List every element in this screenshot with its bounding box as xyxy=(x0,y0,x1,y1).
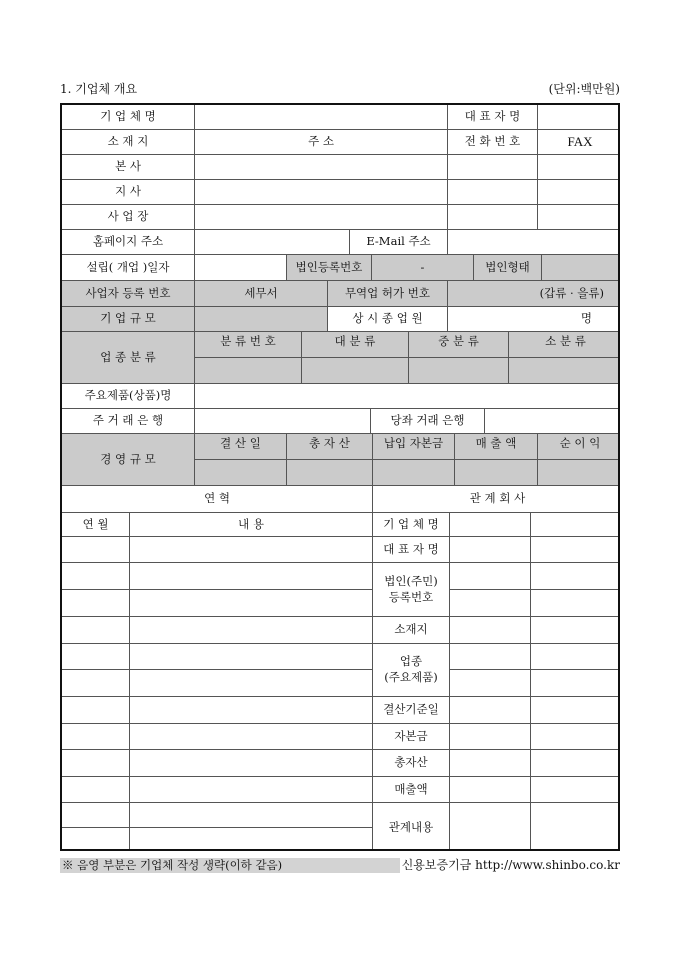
history-date-cell[interactable] xyxy=(62,563,130,590)
homepage-label: 홈페이지 주소 xyxy=(62,230,195,255)
affiliate-rep-field[interactable] xyxy=(531,537,620,563)
closing-date-field xyxy=(195,460,287,486)
workplace-fax-field[interactable] xyxy=(538,205,620,230)
branch-phone-field[interactable] xyxy=(448,180,538,205)
company-size-label: 기 업 규 모 xyxy=(62,307,195,332)
minor-class-field xyxy=(509,358,620,384)
company-size-field xyxy=(195,307,328,332)
shading-note: ※ 음영 부분은 기업체 작성 생략(이하 같음) xyxy=(60,858,400,873)
branch-label: 지 사 xyxy=(62,180,195,205)
affiliate-location-field[interactable] xyxy=(531,617,620,644)
email-label: E-Mail 주소 xyxy=(350,230,448,255)
affiliate-relation-field[interactable] xyxy=(531,803,620,851)
history-date-cell[interactable] xyxy=(62,828,130,851)
trade-permit-label: 무역업 허가 번호 xyxy=(328,281,448,307)
history-content-cell[interactable] xyxy=(130,617,373,644)
head-office-label: 본 사 xyxy=(62,155,195,180)
class-no-header: 분 류 번 호 xyxy=(195,332,302,358)
affiliate-reg-no-field[interactable] xyxy=(531,563,620,590)
company-name-label: 기 업 체 명 xyxy=(62,105,195,130)
history-date-cell[interactable] xyxy=(62,697,130,724)
history-content-cell[interactable] xyxy=(130,777,373,803)
mgmt-scale-label: 경 영 규 모 xyxy=(62,434,195,486)
corp-type-field xyxy=(542,255,620,281)
affiliate-reg-no-field[interactable] xyxy=(531,590,620,617)
homepage-field[interactable] xyxy=(195,230,350,255)
main-bank-field[interactable] xyxy=(195,409,371,434)
affiliates-header: 관 계 회 사 xyxy=(373,486,620,513)
company-overview-form xyxy=(60,103,620,851)
history-date-cell[interactable] xyxy=(62,803,130,828)
biz-reg-no-label: 사업자 등록 번호 xyxy=(62,281,195,307)
affiliate-business-field[interactable] xyxy=(450,644,531,670)
affiliate-closing-label: 결산기준일 xyxy=(373,697,450,724)
class-no-field xyxy=(195,358,302,384)
checking-bank-label: 당좌 거래 은행 xyxy=(371,409,485,434)
sales-header: 매 출 액 xyxy=(455,434,538,460)
affiliate-business-line2: (주요제품) xyxy=(384,670,438,684)
main-products-label: 주요제품(상품)명 xyxy=(62,384,195,409)
affiliate-reg-no-line2: 등록번호 xyxy=(388,589,434,604)
affiliate-relation-label: 관계내용 xyxy=(373,803,450,851)
branch-address-field[interactable] xyxy=(195,180,448,205)
address-header: 주 소 xyxy=(195,130,448,155)
company-name-field[interactable] xyxy=(195,105,448,130)
affiliate-reg-no-label xyxy=(373,563,450,617)
history-content-cell[interactable] xyxy=(130,590,373,617)
history-date-cell[interactable] xyxy=(62,777,130,803)
affiliate-rep-label: 대 표 자 명 xyxy=(373,537,450,563)
section-title: 1. 기업체 개요 xyxy=(60,82,138,96)
middle-class-header: 중 분 류 xyxy=(409,332,509,358)
contents-header: 내 용 xyxy=(130,513,373,537)
minor-class-header: 소 분 류 xyxy=(509,332,620,358)
founding-date-label: 설립( 개업 )일자 xyxy=(62,255,195,281)
affiliate-closing-field[interactable] xyxy=(531,697,620,724)
checking-bank-field[interactable] xyxy=(485,409,620,434)
employees-field[interactable]: 명 xyxy=(448,307,620,332)
head-office-fax-field[interactable] xyxy=(538,155,620,180)
closing-date-header: 결 산 일 xyxy=(195,434,287,460)
head-office-phone-field[interactable] xyxy=(448,155,538,180)
affiliate-reg-no-field[interactable] xyxy=(450,563,531,590)
major-class-field xyxy=(302,358,409,384)
tax-office-field: 세무서 xyxy=(195,281,328,307)
affiliate-capital-field[interactable] xyxy=(450,724,531,750)
corp-type-label: 법인형태 xyxy=(474,255,542,281)
middle-class-field xyxy=(409,358,509,384)
sales-field xyxy=(455,460,538,486)
history-date-cell[interactable] xyxy=(62,670,130,697)
history-content-cell[interactable] xyxy=(130,670,373,697)
history-content-cell[interactable] xyxy=(130,563,373,590)
affiliate-business-line1: 업종 xyxy=(399,654,423,669)
main-products-field[interactable] xyxy=(195,384,620,409)
history-date-cell[interactable] xyxy=(62,724,130,750)
history-content-cell[interactable] xyxy=(130,750,373,777)
affiliate-business-field[interactable] xyxy=(531,644,620,670)
branch-fax-field[interactable] xyxy=(538,180,620,205)
paid-capital-header: 납입 자본금 xyxy=(373,434,455,460)
history-date-cell[interactable] xyxy=(62,750,130,777)
fax-header: FAX xyxy=(538,130,620,155)
total-assets-header: 총 자 산 xyxy=(287,434,373,460)
history-date-cell[interactable] xyxy=(62,644,130,670)
workplace-phone-field[interactable] xyxy=(448,205,538,230)
year-month-header: 연 월 xyxy=(62,513,130,537)
representative-field[interactable] xyxy=(538,105,620,130)
affiliate-sales-label: 매출액 xyxy=(373,777,450,803)
affiliate-name-label: 기 업 체 명 xyxy=(373,513,450,537)
trade-class-field: (갑류 · 을류) xyxy=(448,281,620,307)
unit-label: (단위:백만원) xyxy=(548,82,620,96)
affiliate-location-field[interactable] xyxy=(450,617,531,644)
affiliate-rep-field[interactable] xyxy=(450,537,531,563)
history-date-cell[interactable] xyxy=(62,537,130,563)
affiliate-reg-no-line1: 법인(주민) xyxy=(384,573,438,588)
major-class-header: 대 분 류 xyxy=(302,332,409,358)
affiliate-location-label: 소재지 xyxy=(373,617,450,644)
affiliate-capital-label: 자본금 xyxy=(373,724,450,750)
workplace-address-field[interactable] xyxy=(195,205,448,230)
affiliate-assets-field[interactable] xyxy=(450,750,531,777)
history-content-cell[interactable] xyxy=(130,724,373,750)
workplace-label: 사 업 장 xyxy=(62,205,195,230)
affiliate-business-field[interactable] xyxy=(531,670,620,697)
corp-reg-no-label: 법인등록번호 xyxy=(287,255,372,281)
affiliate-capital-field[interactable] xyxy=(531,724,620,750)
net-income-header: 순 이 익 xyxy=(538,434,620,460)
affiliate-sales-field[interactable] xyxy=(450,777,531,803)
history-content-cell[interactable] xyxy=(130,697,373,724)
affiliate-assets-label: 총자산 xyxy=(373,750,450,777)
head-office-address-field[interactable] xyxy=(195,155,448,180)
phone-header: 전 화 번 호 xyxy=(448,130,538,155)
affiliate-relation-field[interactable] xyxy=(450,803,531,851)
founding-date-field[interactable] xyxy=(195,255,287,281)
history-date-cell[interactable] xyxy=(62,590,130,617)
history-content-cell[interactable] xyxy=(130,828,373,851)
history-content-cell[interactable] xyxy=(130,537,373,563)
history-date-cell[interactable] xyxy=(62,617,130,644)
employees-label: 상 시 종 업 원 xyxy=(328,307,448,332)
history-content-cell[interactable] xyxy=(130,644,373,670)
affiliate-assets-field[interactable] xyxy=(531,750,620,777)
affiliate-business-label xyxy=(373,644,450,697)
net-income-field xyxy=(538,460,620,486)
industry-label: 업 종 분 류 xyxy=(62,332,195,384)
history-content-cell[interactable] xyxy=(130,803,373,828)
history-header: 연 혁 xyxy=(62,486,373,513)
location-label: 소 재 지 xyxy=(62,130,195,155)
total-assets-field xyxy=(287,460,373,486)
affiliate-sales-field[interactable] xyxy=(531,777,620,803)
source-credit: 신용보증기금 http://www.shinbo.co.kr xyxy=(401,858,620,872)
affiliate-name-field[interactable] xyxy=(531,513,620,537)
corp-reg-no-field: - xyxy=(372,255,474,281)
affiliate-name-field[interactable] xyxy=(450,513,531,537)
main-bank-label: 주 거 래 은 행 xyxy=(62,409,195,434)
representative-label: 대 표 자 명 xyxy=(448,105,538,130)
affiliate-business-field[interactable] xyxy=(450,670,531,697)
paid-capital-field xyxy=(373,460,455,486)
email-field[interactable] xyxy=(448,230,620,255)
affiliate-closing-field[interactable] xyxy=(450,697,531,724)
affiliate-reg-no-field[interactable] xyxy=(450,590,531,617)
